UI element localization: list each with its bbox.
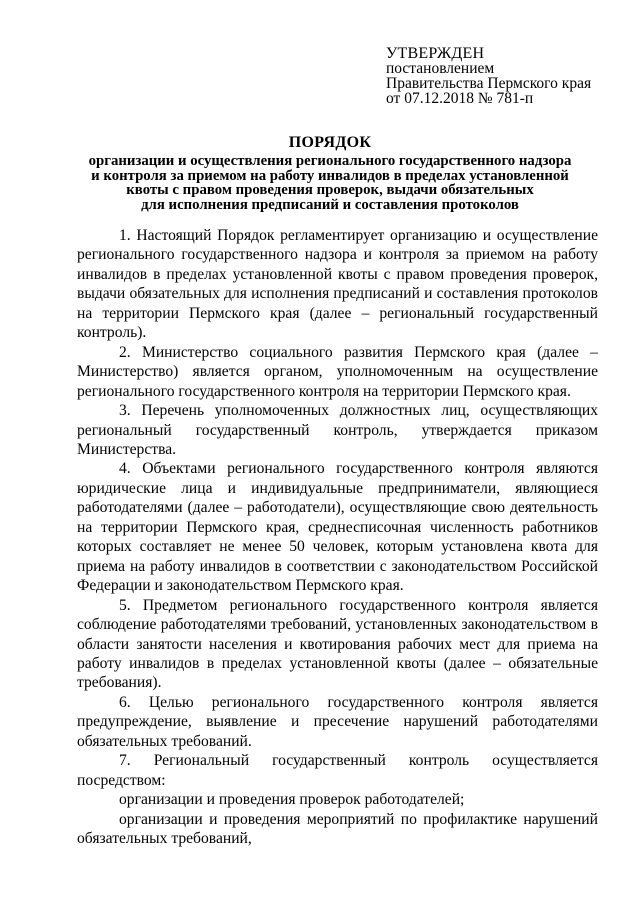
approval-stamp xyxy=(386,46,626,106)
approval-by-resolution: постановлением xyxy=(386,60,495,77)
paragraph-7-item-2: организации и проведения мероприятий по профилактике нарушений обязательных требований, xyxy=(77,810,598,848)
document-subtitle-line: для исполнения предписаний и составления протоколов xyxy=(141,196,519,213)
paragraph-3: 3. Перечень уполномоченных должностных лиц, осуществляющих региональный государственный контроль, утверждается приказом Министерства. xyxy=(77,402,598,458)
document-heading xyxy=(60,132,600,212)
paragraph-7: 7. Региональный государственный контроль осуществляется посредством: xyxy=(77,752,598,789)
paragraph-2: 2. Министерство социального развития Пермского края (далее – Министерство) является органом, уполномоченным на осуществление регионального государственного контроля на территории Пермского края. xyxy=(77,343,598,400)
paragraph-6: 6. Целью регионального государственного контроля является предупреждение, выявление и пресечение нарушений работодателями обязательных требований. xyxy=(77,693,598,750)
document-title: ПОРЯДОК xyxy=(288,134,372,151)
approval-date-number: от 07.12.2018 № 781-п xyxy=(386,90,534,107)
paragraph-7-item-1: организации и проведения проверок работодателей; xyxy=(119,791,465,809)
paragraph-5: 5. Предметом регионального государственного контроля является соблюдение работодателями требований, установленных законодательством в области занятости населения и квотирования рабочих мест для приема на работу инвалидов в пределах установленной квоты (далее – обязательные требования). xyxy=(77,596,598,692)
approval-title: УТВЕРЖДЕН xyxy=(386,45,485,62)
paragraph-4: 4. Объектами регионального государственного контроля являются юридические лица и индивидуальные предприниматели, являющиеся работодателями (далее – работодатели), осуществляющие свою деятельность на территории Пермского края, среднесписочная численность работников которых составляет не менее 50 человек, которым установлена квота для приема на работу инвалидов в соответствии с законодательством Российской Федерации и законодательством Пермского края. xyxy=(77,460,598,595)
document-body xyxy=(77,226,598,849)
paragraph-1: 1. Настоящий Порядок регламентирует организацию и осуществление регионального государственного надзора и контроля за приемом на работу инвалидов в пределах установленной квоты с правом проведения проверок, выдачи обязательных для исполнения предписаний и составления протоколов на территории Пермского края (далее – региональный государственный контроль). xyxy=(77,227,598,342)
document-subtitle-line: и контроля за приемом на работу инвалидов в пределах установленной xyxy=(91,167,569,184)
document-subtitle-line: квоты с правом проведения проверок, выдачи обязательных xyxy=(126,182,534,198)
approval-government: Правительства Пермского края xyxy=(386,75,592,92)
document-subtitle-line: организации и осуществления регионального государственного надзора xyxy=(88,153,572,169)
